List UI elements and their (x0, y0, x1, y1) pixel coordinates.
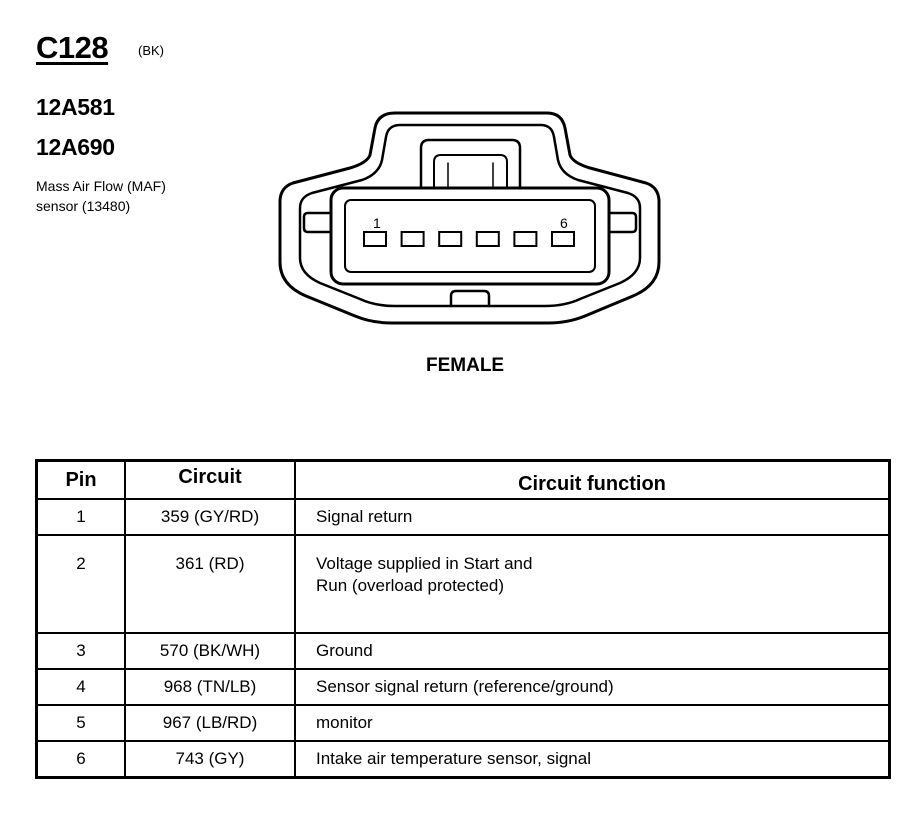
pin-cavity (402, 232, 424, 246)
circuit-function-text: Sensor signal return (reference/ground) (316, 677, 614, 696)
connector-color-code: (BK) (138, 43, 164, 58)
circuit-function-cell (295, 741, 890, 778)
connector-housing-inner (300, 125, 640, 306)
connector-gender-label: FEMALE (426, 355, 505, 376)
table-row (37, 499, 890, 535)
pin-number-cell: 4 (37, 669, 126, 705)
table-row (37, 535, 890, 633)
pin-number-cell: 6 (37, 741, 126, 778)
component-description: Mass Air Flow (MAF) (36, 178, 166, 194)
table-row (37, 669, 890, 705)
pin-label-last: 6 (560, 215, 568, 231)
table-row (37, 705, 890, 741)
pin-cavity (514, 232, 536, 246)
connector-id: C128 (36, 30, 109, 65)
header-circuit: Circuit (125, 461, 295, 500)
pin-label-first: 1 (373, 215, 381, 231)
circuit-cell: 968 (TN/LB) (125, 669, 295, 705)
part-number: 12A581 (36, 94, 115, 120)
circuit-function-cell (295, 633, 890, 669)
pin-number-cell: 1 (37, 499, 126, 535)
pin-number-cell: 3 (37, 633, 126, 669)
circuit-cell: 359 (GY/RD) (125, 499, 295, 535)
pin-number-cell: 5 (37, 705, 126, 741)
table-row (37, 633, 890, 669)
circuit-function-cell (295, 535, 890, 633)
circuit-function-text: Intake air temperature sensor, signal (316, 749, 591, 768)
circuit-function-cell (295, 705, 890, 741)
circuit-cell: 967 (LB/RD) (125, 705, 295, 741)
table-header-row (37, 461, 890, 500)
circuit-function-text: Ground (316, 641, 373, 660)
locking-tab-inner (434, 155, 507, 187)
header-pin: Pin (37, 461, 126, 500)
header-circuit-function: Circuit function (295, 461, 890, 500)
circuit-cell: 743 (GY) (125, 741, 295, 778)
polarization-key (451, 291, 489, 306)
table-row (37, 741, 890, 778)
pin-cavity (439, 232, 461, 246)
pin-number-cell: 2 (37, 535, 126, 633)
circuit-cell: 570 (BK/WH) (125, 633, 295, 669)
side-rib (304, 213, 331, 232)
pin-cavity (364, 232, 386, 246)
circuit-function-text: Voltage supplied in Start and (316, 554, 533, 573)
circuit-cell: 361 (RD) (125, 535, 295, 633)
pinout-table (35, 459, 891, 779)
component-description: sensor (13480) (36, 198, 131, 214)
circuit-function-cell (295, 669, 890, 705)
pin-cavity (552, 232, 574, 246)
circuit-function-text: Signal return (316, 507, 413, 526)
pin-cavity (477, 232, 499, 246)
part-number: 12A690 (36, 134, 115, 160)
circuit-function-text: monitor (316, 713, 373, 732)
circuit-function-text: Run (overload protected) (316, 576, 505, 595)
connector-face-diagram (270, 105, 670, 340)
locking-tab (421, 140, 520, 187)
side-rib (609, 213, 636, 232)
circuit-function-cell (295, 499, 890, 535)
